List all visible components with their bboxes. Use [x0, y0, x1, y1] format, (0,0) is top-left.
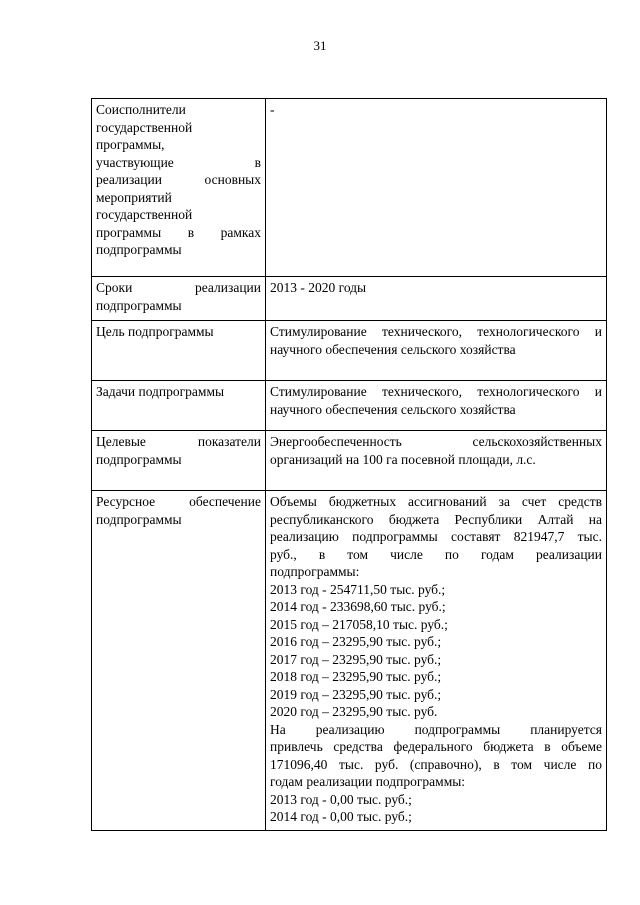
table-row: [92, 381, 607, 431]
value-line: Стимулирование технического, технологического и: [270, 384, 602, 399]
value-line: 2013 - 2020 годы: [270, 280, 367, 295]
label-line: государственной: [96, 207, 193, 222]
page-number: 31: [313, 38, 327, 53]
value-line: 2019 год – 23295,90 тыс. руб.;: [270, 686, 442, 702]
value-line: 2014 год - 0,00 тыс. руб.;: [270, 809, 412, 824]
label-line: мероприятий: [96, 189, 172, 205]
value-line: 2015 год – 217058,10 тыс. руб.;: [270, 616, 448, 632]
value-line: 2020 год – 23295,90 тыс. руб.: [270, 704, 438, 719]
label-line: программы,: [96, 137, 165, 152]
label-line: Сроки реализации: [96, 280, 261, 295]
subprogram-passport-table: [91, 98, 607, 831]
value-line: организаций на 100 га посевной площади, л.с.: [270, 451, 536, 467]
table-cell-label: [92, 381, 266, 431]
table-cell-label: [92, 431, 266, 491]
table-row: [92, 277, 607, 321]
value-line: 2016 год – 23295,90 тыс. руб.;: [270, 634, 442, 649]
table-row: [92, 431, 607, 491]
value-line: реализацию подпрограммы составят 821947,7 тыс.: [270, 529, 602, 544]
value-line: 2013 год - 254711,50 тыс. руб.;: [270, 581, 446, 597]
label-line: подпрограммы: [96, 451, 182, 467]
table-cell-value: [266, 277, 607, 321]
label-line: программы в рамках: [96, 224, 261, 240]
table-cell-label: [92, 321, 266, 381]
label-line: государственной: [96, 119, 193, 135]
table-cell-label: [92, 99, 266, 277]
value-line: республиканского бюджета Республики Алтай на: [270, 511, 602, 527]
table-cell-label: [92, 491, 266, 831]
value-line: научного обеспечения сельского хозяйства: [270, 341, 516, 357]
label-line: реализации основных: [96, 172, 261, 187]
table-row: [92, 491, 607, 831]
value-line: руб., в том числе по годам реализации: [270, 546, 602, 562]
label-line: подпрограммы: [96, 511, 182, 527]
value-line: привлечь средства федерального бюджета в объеме: [270, 739, 602, 754]
label-line: подпрограммы: [96, 297, 182, 313]
value-line: На реализацию подпрограммы планируется: [270, 721, 602, 737]
value-line: 2013 год - 0,00 тыс. руб.;: [270, 791, 412, 807]
value-line: научного обеспечения сельского хозяйства: [270, 401, 516, 417]
table-cell-value: [266, 491, 607, 831]
table-cell-value: [266, 321, 607, 381]
value-line: 2018 год – 23295,90 тыс. руб.;: [270, 669, 442, 684]
label-line: Ресурсное обеспечение: [96, 494, 261, 509]
table-cell-label: [92, 277, 266, 321]
value-line: Объемы бюджетных ассигнований за счет средств: [270, 494, 602, 509]
label-line: Задачи подпрограммы: [96, 384, 225, 399]
value-line: Энергообеспеченность сельскохозяйственных: [270, 434, 602, 449]
table-cell-value: [266, 381, 607, 431]
value-line: подпрограммы:: [270, 564, 360, 579]
table-row: [92, 321, 607, 381]
label-line: Соисполнители: [96, 102, 186, 117]
label-line: подпрограммы: [96, 242, 182, 257]
value-line: 171096,40 тыс. руб. (справочно), в том числе по: [270, 756, 602, 772]
value-line: Стимулирование технического, технологического и: [270, 324, 602, 339]
label-line: Цель подпрограммы: [96, 324, 214, 339]
value-line: -: [270, 102, 275, 117]
value-line: 2014 год - 233698,60 тыс. руб.;: [270, 599, 446, 614]
table-cell-value: [266, 431, 607, 491]
table-cell-value: [266, 99, 607, 277]
label-line: участвующие в: [96, 154, 261, 170]
table-row: [92, 99, 607, 277]
value-line: 2017 год – 23295,90 тыс. руб.;: [270, 651, 442, 667]
label-line: Целевые показатели: [96, 434, 261, 449]
value-line: годам реализации подпрограммы:: [270, 774, 466, 789]
